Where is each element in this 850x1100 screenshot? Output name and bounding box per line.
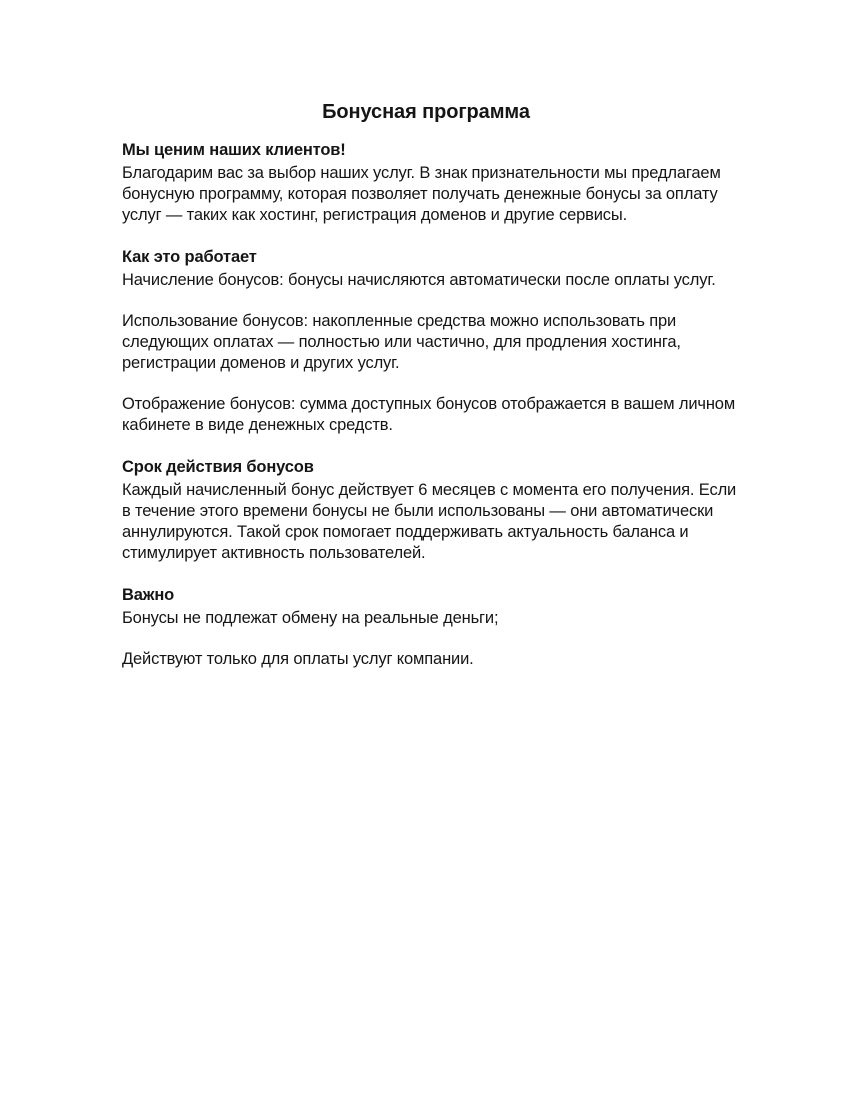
document-title: Бонусная программа <box>322 101 530 123</box>
section-heading: Как это работает <box>122 248 257 266</box>
text-line: Использование бонусов: накопленные средства можно использовать при <box>122 312 677 330</box>
paragraph <box>122 270 730 291</box>
text-line: бонусную программу, которая позволяет получать денежные бонусы за оплату <box>122 185 718 203</box>
text-line: Действуют только для оплаты услуг компании. <box>122 650 474 668</box>
text-line: Каждый начисленный бонус действует 6 месяцев с момента его получения. Если <box>122 481 737 499</box>
text-line: Начисление бонусов: бонусы начисляются автоматически после оплаты услуг. <box>122 271 716 289</box>
section-important <box>122 585 730 670</box>
text-line: Бонусы не подлежат обмену на реальные деньги; <box>122 609 499 627</box>
section-heading: Важно <box>122 586 175 604</box>
section-bonus-validity <box>122 457 737 564</box>
text-line: стимулирует активность пользователей. <box>122 544 426 562</box>
text-line: Благодарим вас за выбор наших услуг. В знак признательности мы предлагаем <box>122 164 721 182</box>
paragraph <box>122 394 736 436</box>
section-heading: Срок действия бонусов <box>122 458 314 476</box>
text-line: Отображение бонусов: сумма доступных бонусов отображается в вашем личном <box>122 395 736 413</box>
text-line: следующих оплатах — полностью или частично, для продления хостинга, <box>122 333 681 351</box>
section-heading: Мы ценим наших клиентов! <box>122 141 346 159</box>
text-line: услуг — таких как хостинг, регистрация доменов и другие сервисы. <box>122 206 628 224</box>
paragraph <box>122 311 730 374</box>
paragraph <box>122 480 737 564</box>
section-how-it-works <box>122 247 736 436</box>
text-line: регистрации доменов и других услуг. <box>122 354 400 372</box>
paragraph <box>122 608 730 629</box>
text-line: кабинете в виде денежных средств. <box>122 416 393 434</box>
text-line: аннулируются. Такой срок помогает поддерживать актуальность баланса и <box>122 523 689 541</box>
paragraph <box>122 163 730 226</box>
text-line: в течение этого времени бонусы не были использованы — они автоматически <box>122 502 714 520</box>
section-we-value-clients <box>122 140 730 226</box>
paragraph <box>122 649 730 670</box>
document-content <box>122 100 737 670</box>
